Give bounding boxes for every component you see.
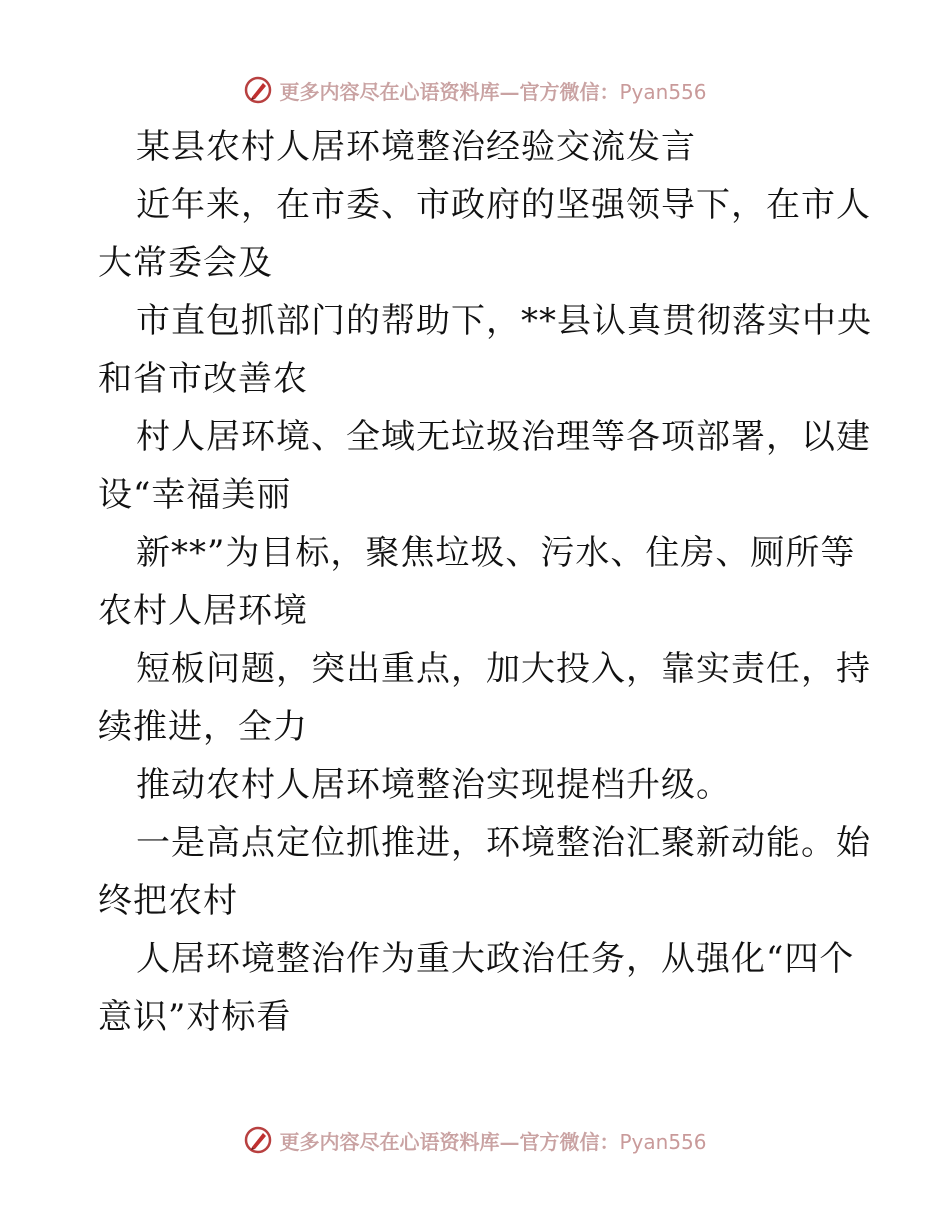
paragraph-line: 设“幸福美丽 (98, 475, 292, 515)
paragraph-line: 终把农村 (98, 881, 238, 921)
paragraph-line: 近年来，在市委、市政府的坚强领导下，在市人 (136, 185, 871, 225)
paragraph-line: 续推进，全力 (98, 707, 308, 747)
paragraph-line: 农村人居环境 (98, 591, 308, 631)
paragraph-line: 短板问题，突出重点，加大投入，靠实责任，持 (136, 649, 871, 689)
footer-banner-handle: Pyan556 (619, 1129, 707, 1154)
red-pen-seal-icon (243, 1125, 273, 1155)
header-banner-text: 更多内容尽在心语资料库—官方微信：Pyan556 (279, 79, 707, 104)
header-banner-handle: Pyan556 (619, 79, 707, 104)
document-title: 某县农村人居环境整治经验交流发言 (136, 127, 696, 167)
paragraph-line: 大常委会及 (98, 243, 273, 283)
paragraph-line: 新**”为目标，聚焦垃圾、污水、住房、厕所等 (136, 533, 856, 573)
paragraph-line: 村人居环境、全域无垃圾治理等各项部署，以建 (136, 417, 871, 457)
red-pen-seal-icon (243, 75, 273, 105)
paragraph-line: 人居环境整治作为重大政治任务，从强化“四个 (136, 939, 855, 979)
paragraph-line: 一是高点定位抓推进，环境整治汇聚新动能。始 (136, 823, 871, 863)
document-body (98, 118, 872, 1046)
paragraph-line: 意识”对标看 (98, 997, 292, 1037)
paragraph-line: 推动农村人居环境整治实现提档升级。 (136, 765, 731, 805)
footer-banner-text: 更多内容尽在心语资料库—官方微信：Pyan556 (279, 1129, 707, 1154)
paragraph-line: 和省市改善农 (98, 359, 308, 399)
footer-banner (0, 1120, 950, 1160)
header-banner (0, 70, 950, 110)
paragraph-line: 市直包抓部门的帮助下，**县认真贯彻落实中央 (136, 301, 872, 341)
